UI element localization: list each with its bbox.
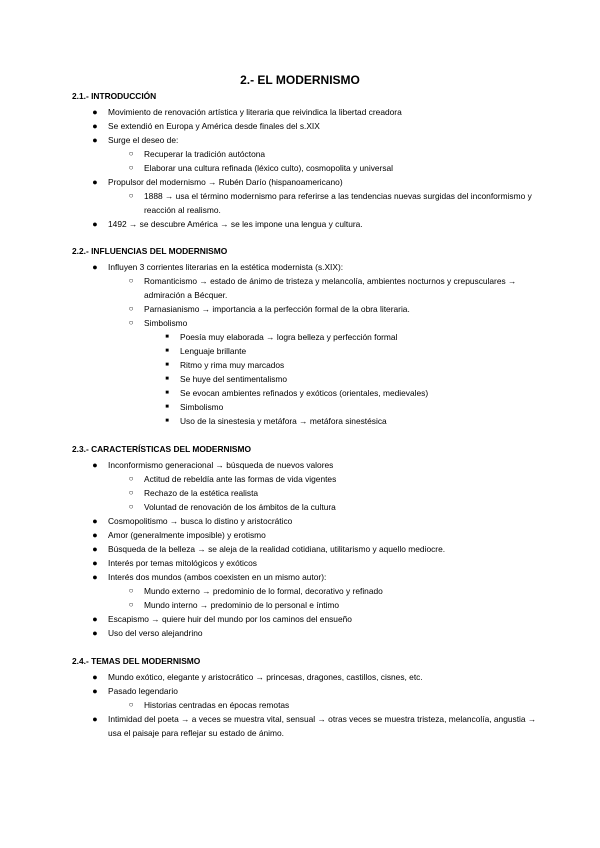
list-item <box>72 302 542 316</box>
list-item-text: Parnasianismo → importancia a la perfección formal de la obra literaria. <box>144 304 410 314</box>
list-item-text: Intimidad del poeta → a veces se muestra vital, sensual → otras veces se muestra tristeza, melancolía, angustia → usa el paisaje para reflejar su estado de ánimo. <box>108 714 537 738</box>
list-item <box>72 458 542 472</box>
circle-bullet-icon: ○ <box>128 163 134 172</box>
list-item-text: Actitud de rebeldía ante las formas de vida vigentes <box>144 474 337 484</box>
list-item-text: Uso de la sinestesia y metáfora → metáfora sinestésica <box>180 416 387 426</box>
section-2 <box>72 246 542 428</box>
circle-bullet-icon: ○ <box>128 700 134 709</box>
list-item-text: 1888 → usa el término modernismo para referirse a las tendencias nuevas surgidas del inconformismo y reacción al realismo. <box>144 191 532 215</box>
circle-bullet-icon: ○ <box>128 304 134 313</box>
list-item-text: Pasado legendario <box>108 686 178 696</box>
list-item <box>72 670 542 684</box>
circle-bullet-icon: ○ <box>128 600 134 609</box>
disc-bullet-icon: ● <box>92 177 98 187</box>
list-item <box>72 161 542 175</box>
bullet-list <box>72 458 542 640</box>
list-item <box>72 189 542 217</box>
list-item <box>72 147 542 161</box>
bullet-list <box>72 105 542 231</box>
list-item <box>72 400 542 414</box>
circle-bullet-icon: ○ <box>128 488 134 497</box>
bullet-list <box>72 260 542 428</box>
disc-bullet-icon: ● <box>92 544 98 554</box>
list-item-text: 1492 → se descubre América → se les impone una lengua y cultura. <box>108 219 363 229</box>
list-item-text: Simbolismo <box>180 402 224 412</box>
list-item-text: Ritmo y rima muy marcados <box>180 360 285 370</box>
list-item <box>72 472 542 486</box>
list-item <box>72 217 542 231</box>
list-item-text: Mundo externo → predominio de lo formal, decorativo y refinado <box>144 586 383 596</box>
list-item-text: Lenguaje brillante <box>180 346 247 356</box>
circle-bullet-icon: ○ <box>128 502 134 511</box>
list-item <box>72 119 542 133</box>
list-item <box>72 330 542 344</box>
list-item-text: Recuperar la tradición autóctona <box>144 149 266 159</box>
list-item-text: Simbolismo <box>144 318 188 328</box>
disc-bullet-icon: ● <box>92 460 98 470</box>
list-item <box>72 598 542 612</box>
disc-bullet-icon: ● <box>92 672 98 682</box>
list-item-text: Surge el deseo de: <box>108 135 179 145</box>
list-item <box>72 528 542 542</box>
circle-bullet-icon: ○ <box>128 276 134 285</box>
list-item-text: Se huye del sentimentalismo <box>180 374 288 384</box>
list-item <box>72 712 542 740</box>
square-bullet-icon: ■ <box>165 404 169 410</box>
square-bullet-icon: ■ <box>165 362 169 368</box>
list-item <box>72 570 542 584</box>
list-item-text: Voluntad de renovación de los ámbitos de la cultura <box>144 502 336 512</box>
square-bullet-icon: ■ <box>165 376 169 382</box>
disc-bullet-icon: ● <box>92 121 98 131</box>
list-item-text: Se evocan ambientes refinados y exóticos (orientales, medievales) <box>180 388 429 398</box>
circle-bullet-icon: ○ <box>128 586 134 595</box>
disc-bullet-icon: ● <box>92 628 98 638</box>
list-item <box>72 105 542 119</box>
list-item-text: Escapismo → quiere huir del mundo por los caminos del ensueño <box>108 614 352 624</box>
list-item <box>72 260 542 274</box>
circle-bullet-icon: ○ <box>128 191 134 200</box>
square-bullet-icon: ■ <box>165 348 169 354</box>
circle-bullet-icon: ○ <box>128 474 134 483</box>
list-item <box>72 514 542 528</box>
circle-bullet-icon: ○ <box>128 149 134 158</box>
disc-bullet-icon: ● <box>92 219 98 229</box>
list-item-text: Se extendió en Europa y América desde finales del s.XIX <box>108 121 320 131</box>
list-item-text: Propulsor del modernismo → Rubén Darío (hispanoamericano) <box>108 177 343 187</box>
list-item <box>72 684 542 698</box>
section-3 <box>72 444 542 640</box>
disc-bullet-icon: ● <box>92 262 98 272</box>
list-item-text: Poesía muy elaborada → logra belleza y perfección formal <box>180 332 398 342</box>
square-bullet-icon: ■ <box>165 334 169 340</box>
list-item-text: Interés por temas mitológicos y exóticos <box>108 558 257 568</box>
disc-bullet-icon: ● <box>92 530 98 540</box>
section-heading: 2.3.- CARACTERÍSTICAS DEL MODERNISMO <box>72 444 251 454</box>
list-item <box>72 316 542 330</box>
disc-bullet-icon: ● <box>92 714 98 724</box>
list-item <box>72 372 542 386</box>
list-item <box>72 612 542 626</box>
bullet-list <box>72 670 542 740</box>
square-bullet-icon: ■ <box>165 390 169 396</box>
list-item <box>72 698 542 712</box>
list-item <box>72 175 542 189</box>
disc-bullet-icon: ● <box>92 686 98 696</box>
list-item-text: Movimiento de renovación artística y literaria que reivindica la libertad creadora <box>108 107 402 117</box>
square-bullet-icon: ■ <box>165 418 169 424</box>
circle-bullet-icon: ○ <box>128 318 134 327</box>
list-item-text: Historias centradas en épocas remotas <box>144 700 290 710</box>
list-item <box>72 344 542 358</box>
list-item-text: Búsqueda de la belleza → se aleja de la realidad cotidiana, utilitarismo y aquello mediocre. <box>108 544 446 554</box>
list-item-text: Interés dos mundos (ambos coexisten en un mismo autor): <box>108 572 327 582</box>
list-item <box>72 386 542 400</box>
list-item-text: Mundo interno → predominio de lo personal e íntimo <box>144 600 340 610</box>
disc-bullet-icon: ● <box>92 107 98 117</box>
list-item-text: Inconformismo generacional → búsqueda de nuevos valores <box>108 460 334 470</box>
list-item <box>72 556 542 570</box>
section-heading: 2.1.- INTRODUCCIÓN <box>72 91 157 101</box>
document-title: 2.- EL MODERNISMO <box>240 73 360 87</box>
disc-bullet-icon: ● <box>92 516 98 526</box>
list-item-text: Uso del verso alejandrino <box>108 628 203 638</box>
disc-bullet-icon: ● <box>92 614 98 624</box>
list-item-text: Mundo exótico, elegante y aristocrático → princesas, dragones, castillos, cisnes, etc. <box>108 672 423 682</box>
list-item <box>72 584 542 598</box>
list-item-text: Elaborar una cultura refinada (léxico culto), cosmopolita y universal <box>144 163 394 173</box>
list-item <box>72 358 542 372</box>
list-item-text: Amor (generalmente imposible) y erotismo <box>108 530 266 540</box>
list-item-text: Rechazo de la estética realista <box>144 488 259 498</box>
list-item <box>72 500 542 514</box>
list-item <box>72 133 542 147</box>
list-item <box>72 414 542 428</box>
list-item-text: Romanticismo → estado de ánimo de tristeza y melancolía, ambientes nocturnos y crepusculares → admiración a Bécquer. <box>144 276 517 300</box>
list-item-text: Cosmopolitismo → busca lo distino y aristocrático <box>108 516 293 526</box>
section-heading: 2.4.- TEMAS DEL MODERNISMO <box>72 656 201 666</box>
list-item <box>72 274 542 302</box>
list-item-text: Influyen 3 corrientes literarias en la estética modernista (s.XIX): <box>108 262 344 272</box>
section-4 <box>72 656 542 740</box>
list-item <box>72 626 542 640</box>
list-item <box>72 542 542 556</box>
list-item <box>72 486 542 500</box>
section-heading: 2.2.- INFLUENCIAS DEL MODERNISMO <box>72 246 228 256</box>
disc-bullet-icon: ● <box>92 135 98 145</box>
disc-bullet-icon: ● <box>92 558 98 568</box>
disc-bullet-icon: ● <box>92 572 98 582</box>
section-1 <box>72 91 542 231</box>
